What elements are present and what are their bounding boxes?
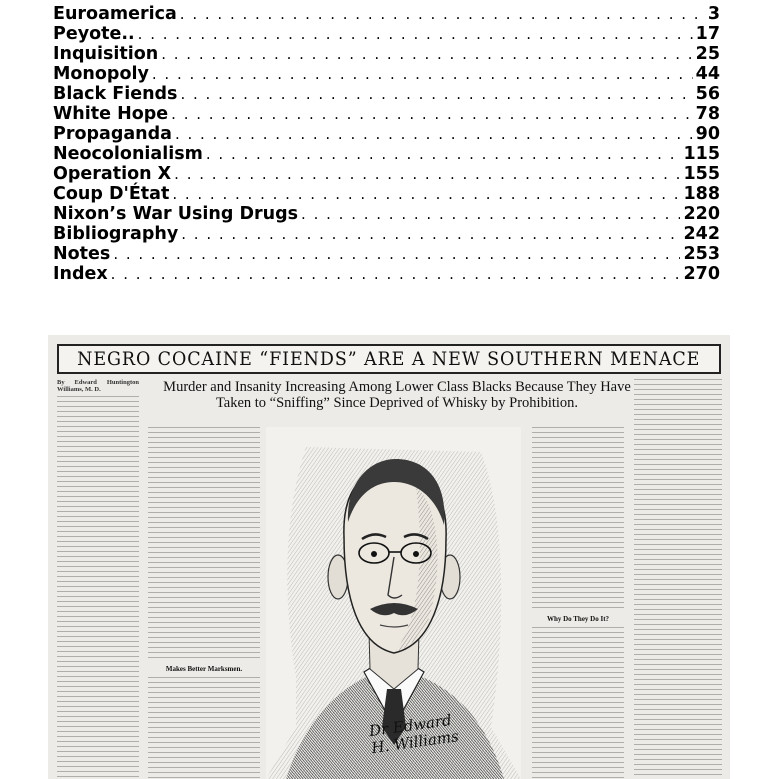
toc-entry-page: 90 (695, 124, 720, 144)
article-column-2 (148, 427, 260, 779)
toc-entry-title: Euroamerica (53, 4, 177, 24)
section-head-marksmen: Makes Better Marksmen. (165, 665, 243, 673)
toc-entry[interactable] (53, 244, 720, 264)
toc-entry-title: Notes (53, 244, 111, 264)
toc-dot-leader (206, 144, 681, 164)
toc-entry-title: Monopoly (53, 64, 149, 84)
toc-entry-title: Bibliography (53, 224, 179, 244)
portrait-illustration (266, 427, 521, 779)
toc-dot-leader (180, 84, 692, 104)
toc-entry-page: 3 (707, 4, 720, 24)
toc-entry[interactable] (53, 84, 720, 104)
toc-entry[interactable] (53, 264, 720, 284)
toc-entry-title: Propaganda (53, 124, 172, 144)
toc-entry-title: Neocolonialism (53, 144, 203, 164)
toc-entry-page: 253 (683, 244, 720, 264)
toc-dot-leader (180, 4, 705, 24)
clipping-headline-banner (57, 344, 721, 374)
toc-entry[interactable] (53, 24, 720, 44)
article-column-1 (57, 379, 139, 779)
column-text-block (148, 677, 260, 779)
toc-dot-leader (111, 264, 681, 284)
toc-entry-title: Inquisition (53, 44, 159, 64)
article-column-3 (532, 427, 624, 779)
section-head-why: Why Do They Do It? (546, 615, 610, 623)
toc-entry-page: 270 (683, 264, 720, 284)
toc-entry[interactable] (53, 204, 720, 224)
newspaper-clipping (48, 335, 730, 779)
toc-entry-page: 220 (683, 204, 720, 224)
table-of-contents (53, 4, 720, 284)
clipping-subheadline: Murder and Insanity Increasing Among Lower Class Blacks Because They Have Taken to “Sniffing” Since Deprived of Whisky by Prohibition. (163, 379, 631, 411)
toc-entry[interactable] (53, 144, 720, 164)
toc-entry-title: Black Fiends (53, 84, 178, 104)
column-text-block (532, 627, 624, 779)
column-text-block (57, 396, 139, 779)
toc-entry[interactable] (53, 64, 720, 84)
toc-entry-title: Operation X (53, 164, 172, 184)
toc-dot-leader (113, 244, 680, 264)
toc-dot-leader (138, 24, 693, 44)
toc-entry[interactable] (53, 104, 720, 124)
toc-entry-page: 78 (695, 104, 720, 124)
toc-entry-page: 188 (683, 184, 720, 204)
toc-entry-page: 17 (695, 24, 720, 44)
toc-entry-page: 25 (695, 44, 720, 64)
toc-entry[interactable] (53, 124, 720, 144)
toc-dot-leader (301, 204, 680, 224)
toc-entry-page: 44 (695, 64, 720, 84)
toc-entry-title: Coup D'État (53, 184, 170, 204)
toc-entry[interactable] (53, 164, 720, 184)
portrait-signature: Dr Edward H. Williams (367, 710, 460, 758)
toc-dot-leader (174, 164, 680, 184)
column-text-block (532, 427, 624, 612)
toc-entry[interactable] (53, 184, 720, 204)
article-column-4 (634, 379, 722, 779)
toc-entry-page: 155 (683, 164, 720, 184)
toc-dot-leader (175, 124, 693, 144)
toc-entry-title: Index (53, 264, 108, 284)
toc-dot-leader (172, 184, 680, 204)
toc-entry-page: 115 (683, 144, 720, 164)
toc-entry-title: White Hope (53, 104, 169, 124)
toc-dot-leader (161, 44, 692, 64)
toc-entry[interactable] (53, 4, 720, 24)
clipping-headline: NEGRO COCAINE “FIENDS” ARE A NEW SOUTHERN MENACE (77, 348, 701, 370)
column-text-block (148, 427, 260, 662)
toc-dot-leader (152, 64, 693, 84)
toc-entry-page: 56 (695, 84, 720, 104)
toc-dot-leader (181, 224, 680, 244)
toc-entry-title: Peyote.. (53, 24, 135, 44)
toc-dot-leader (171, 104, 692, 124)
toc-entry[interactable] (53, 44, 720, 64)
column-text-block (634, 379, 722, 779)
article-byline: By Edward Huntington Williams, M. D. (57, 379, 139, 393)
toc-entry-page: 242 (683, 224, 720, 244)
toc-entry-title: Nixon’s War Using Drugs (53, 204, 299, 224)
toc-entry[interactable] (53, 224, 720, 244)
